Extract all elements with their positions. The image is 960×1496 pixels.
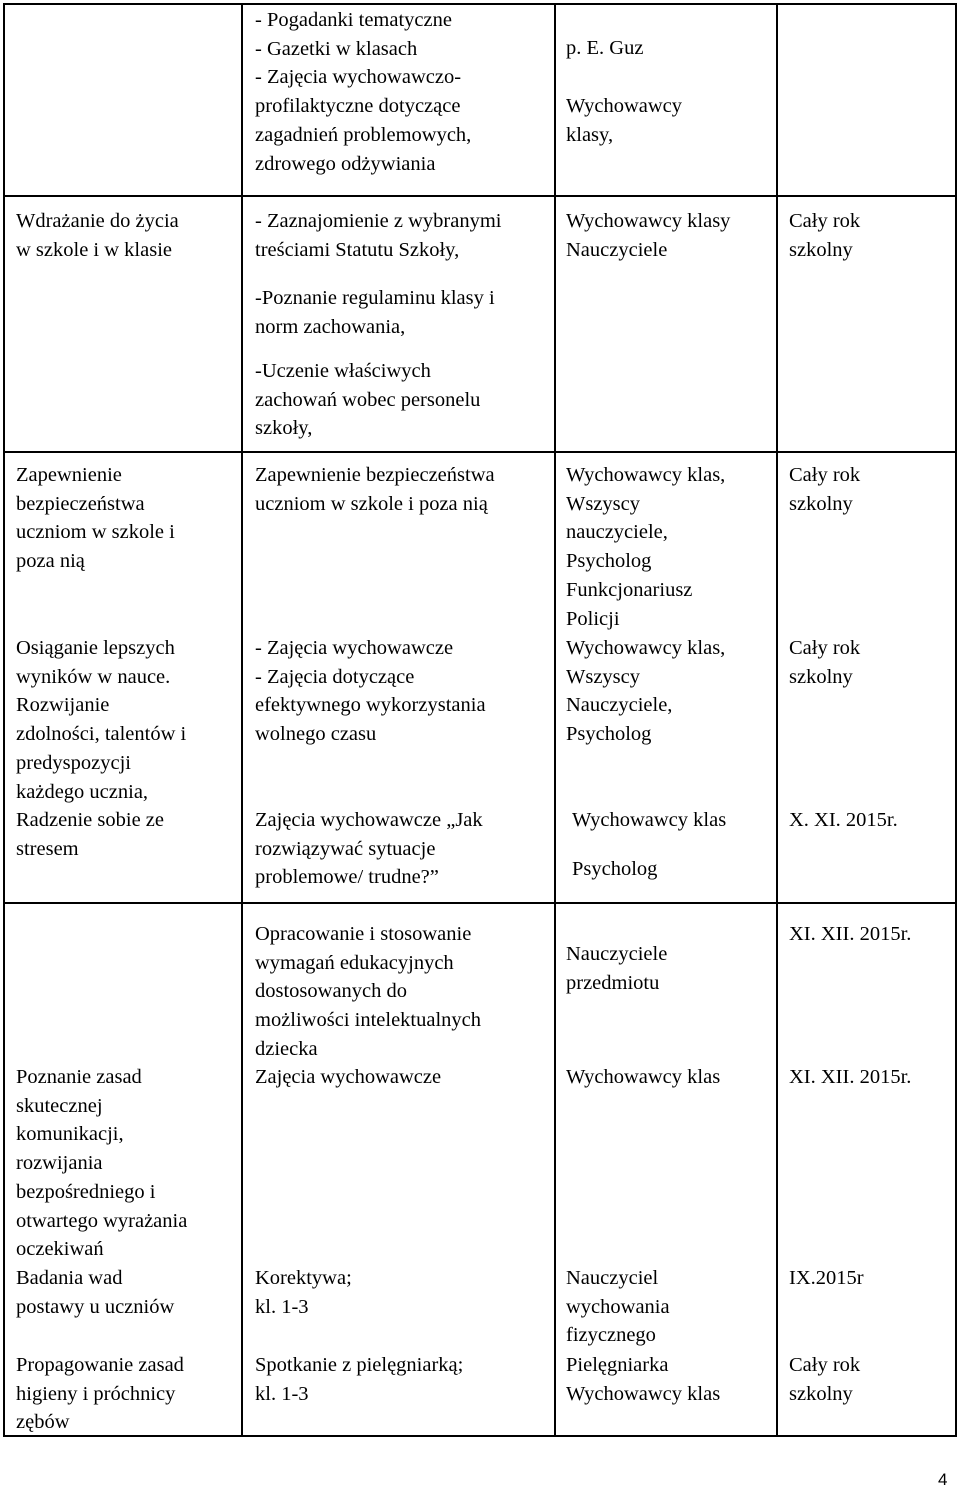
responsible-cell: Wychowawcy klas, Wszyscy nauczyciele, Psycholog Funkcjonariusz Policji bbox=[566, 464, 726, 630]
term-cell: X. XI. 2015r. bbox=[789, 809, 898, 831]
goal-cell: Propagowanie zasad higieny i próchnicy zębów bbox=[16, 1354, 184, 1434]
goal-cell: Zapewnienie bezpieczeństwa uczniom w szkole i poza nią bbox=[16, 464, 175, 573]
activity-cell: Zajęcia wychowawcze „Jak rozwiązywać sytuacje problemowe/ trudne?” bbox=[255, 809, 483, 889]
responsible-cell: Pielęgniarka Wychowawcy klas bbox=[566, 1354, 721, 1405]
page-number: 4 bbox=[938, 1470, 948, 1489]
term-cell: Cały rok szkolny bbox=[789, 637, 861, 688]
table-border-right bbox=[955, 3, 957, 1437]
term-cell: XI. XII. 2015r. bbox=[789, 1066, 912, 1088]
term-cell: Cały rok szkolny bbox=[789, 464, 861, 515]
responsible-cell: Nauczyciel wychowania fizycznego bbox=[566, 1267, 670, 1347]
goal-cell: Osiąganie lepszych wyników w nauce. Rozwijanie zdolności, talentów i predyspozycji każdego ucznia, Radzenie sobie ze stresem bbox=[16, 637, 187, 860]
column-divider-2 bbox=[554, 3, 556, 1437]
table-border-top bbox=[3, 3, 957, 5]
responsible-cell: Wychowawcy klas bbox=[572, 809, 727, 831]
goal-cell: Wdrażanie do życia w szkole i w klasie bbox=[16, 210, 179, 261]
activity-cell: Opracowanie i stosowanie wymagań edukacyjnych dostosowanych do możliwości intelektualnych dziecka bbox=[255, 923, 482, 1060]
term-cell: Cały rok szkolny bbox=[789, 1354, 861, 1405]
term-cell: IX.2015r bbox=[789, 1267, 864, 1289]
row-divider-1 bbox=[3, 195, 957, 197]
activity-cell: Zajęcia wychowawcze bbox=[255, 1066, 442, 1088]
responsible-cell: Wychowawcy klas bbox=[566, 1066, 721, 1088]
activity-cell: -Poznanie regulaminu klasy i norm zachowania, bbox=[255, 287, 495, 338]
responsible-cell: p. E. Guz bbox=[566, 37, 644, 59]
activity-cell: - Pogadanki tematyczne - Gazetki w klasach - Zajęcia wychowawczo- profilaktyczne dotyczące zagadnień problemowych, zdrowego odżywiania bbox=[255, 9, 472, 175]
row-divider-3 bbox=[3, 902, 957, 904]
activity-cell: -Uczenie właściwych zachowań wobec personelu szkoły, bbox=[255, 360, 481, 440]
activity-cell: Korektywa; kl. 1-3 bbox=[255, 1267, 352, 1318]
activity-cell: Spotkanie z pielęgniarką; kl. 1-3 bbox=[255, 1354, 464, 1405]
column-divider-1 bbox=[241, 3, 243, 1437]
responsible-cell: Wychowawcy klas, Wszyscy Nauczyciele, Psycholog bbox=[566, 637, 726, 746]
activity-cell: Zapewnienie bezpieczeństwa uczniom w szkole i poza nią bbox=[255, 464, 495, 515]
term-cell: XI. XII. 2015r. bbox=[789, 923, 912, 945]
row-divider-2 bbox=[3, 451, 957, 453]
goal-cell: Badania wad postawy u uczniów bbox=[16, 1267, 175, 1318]
column-divider-3 bbox=[776, 3, 778, 1437]
activity-cell: - Zaznajomienie z wybranymi treściami Statutu Szkoły, bbox=[255, 210, 502, 261]
table-border-left bbox=[3, 3, 5, 1437]
term-cell: Cały rok szkolny bbox=[789, 210, 861, 261]
activity-cell: - Zajęcia wychowawcze - Zajęcia dotyczące efektywnego wykorzystania wolnego czasu bbox=[255, 637, 486, 746]
responsible-cell: Wychowawcy klasy Nauczyciele bbox=[566, 210, 731, 261]
responsible-cell: Nauczyciele przedmiotu bbox=[566, 943, 668, 994]
responsible-cell: Wychowawcy klasy, bbox=[566, 95, 683, 146]
responsible-cell: Psycholog bbox=[572, 858, 658, 880]
goal-cell: Poznanie zasad skutecznej komunikacji, rozwijania bezpośredniego i otwartego wyrażania oczekiwań bbox=[16, 1066, 188, 1261]
